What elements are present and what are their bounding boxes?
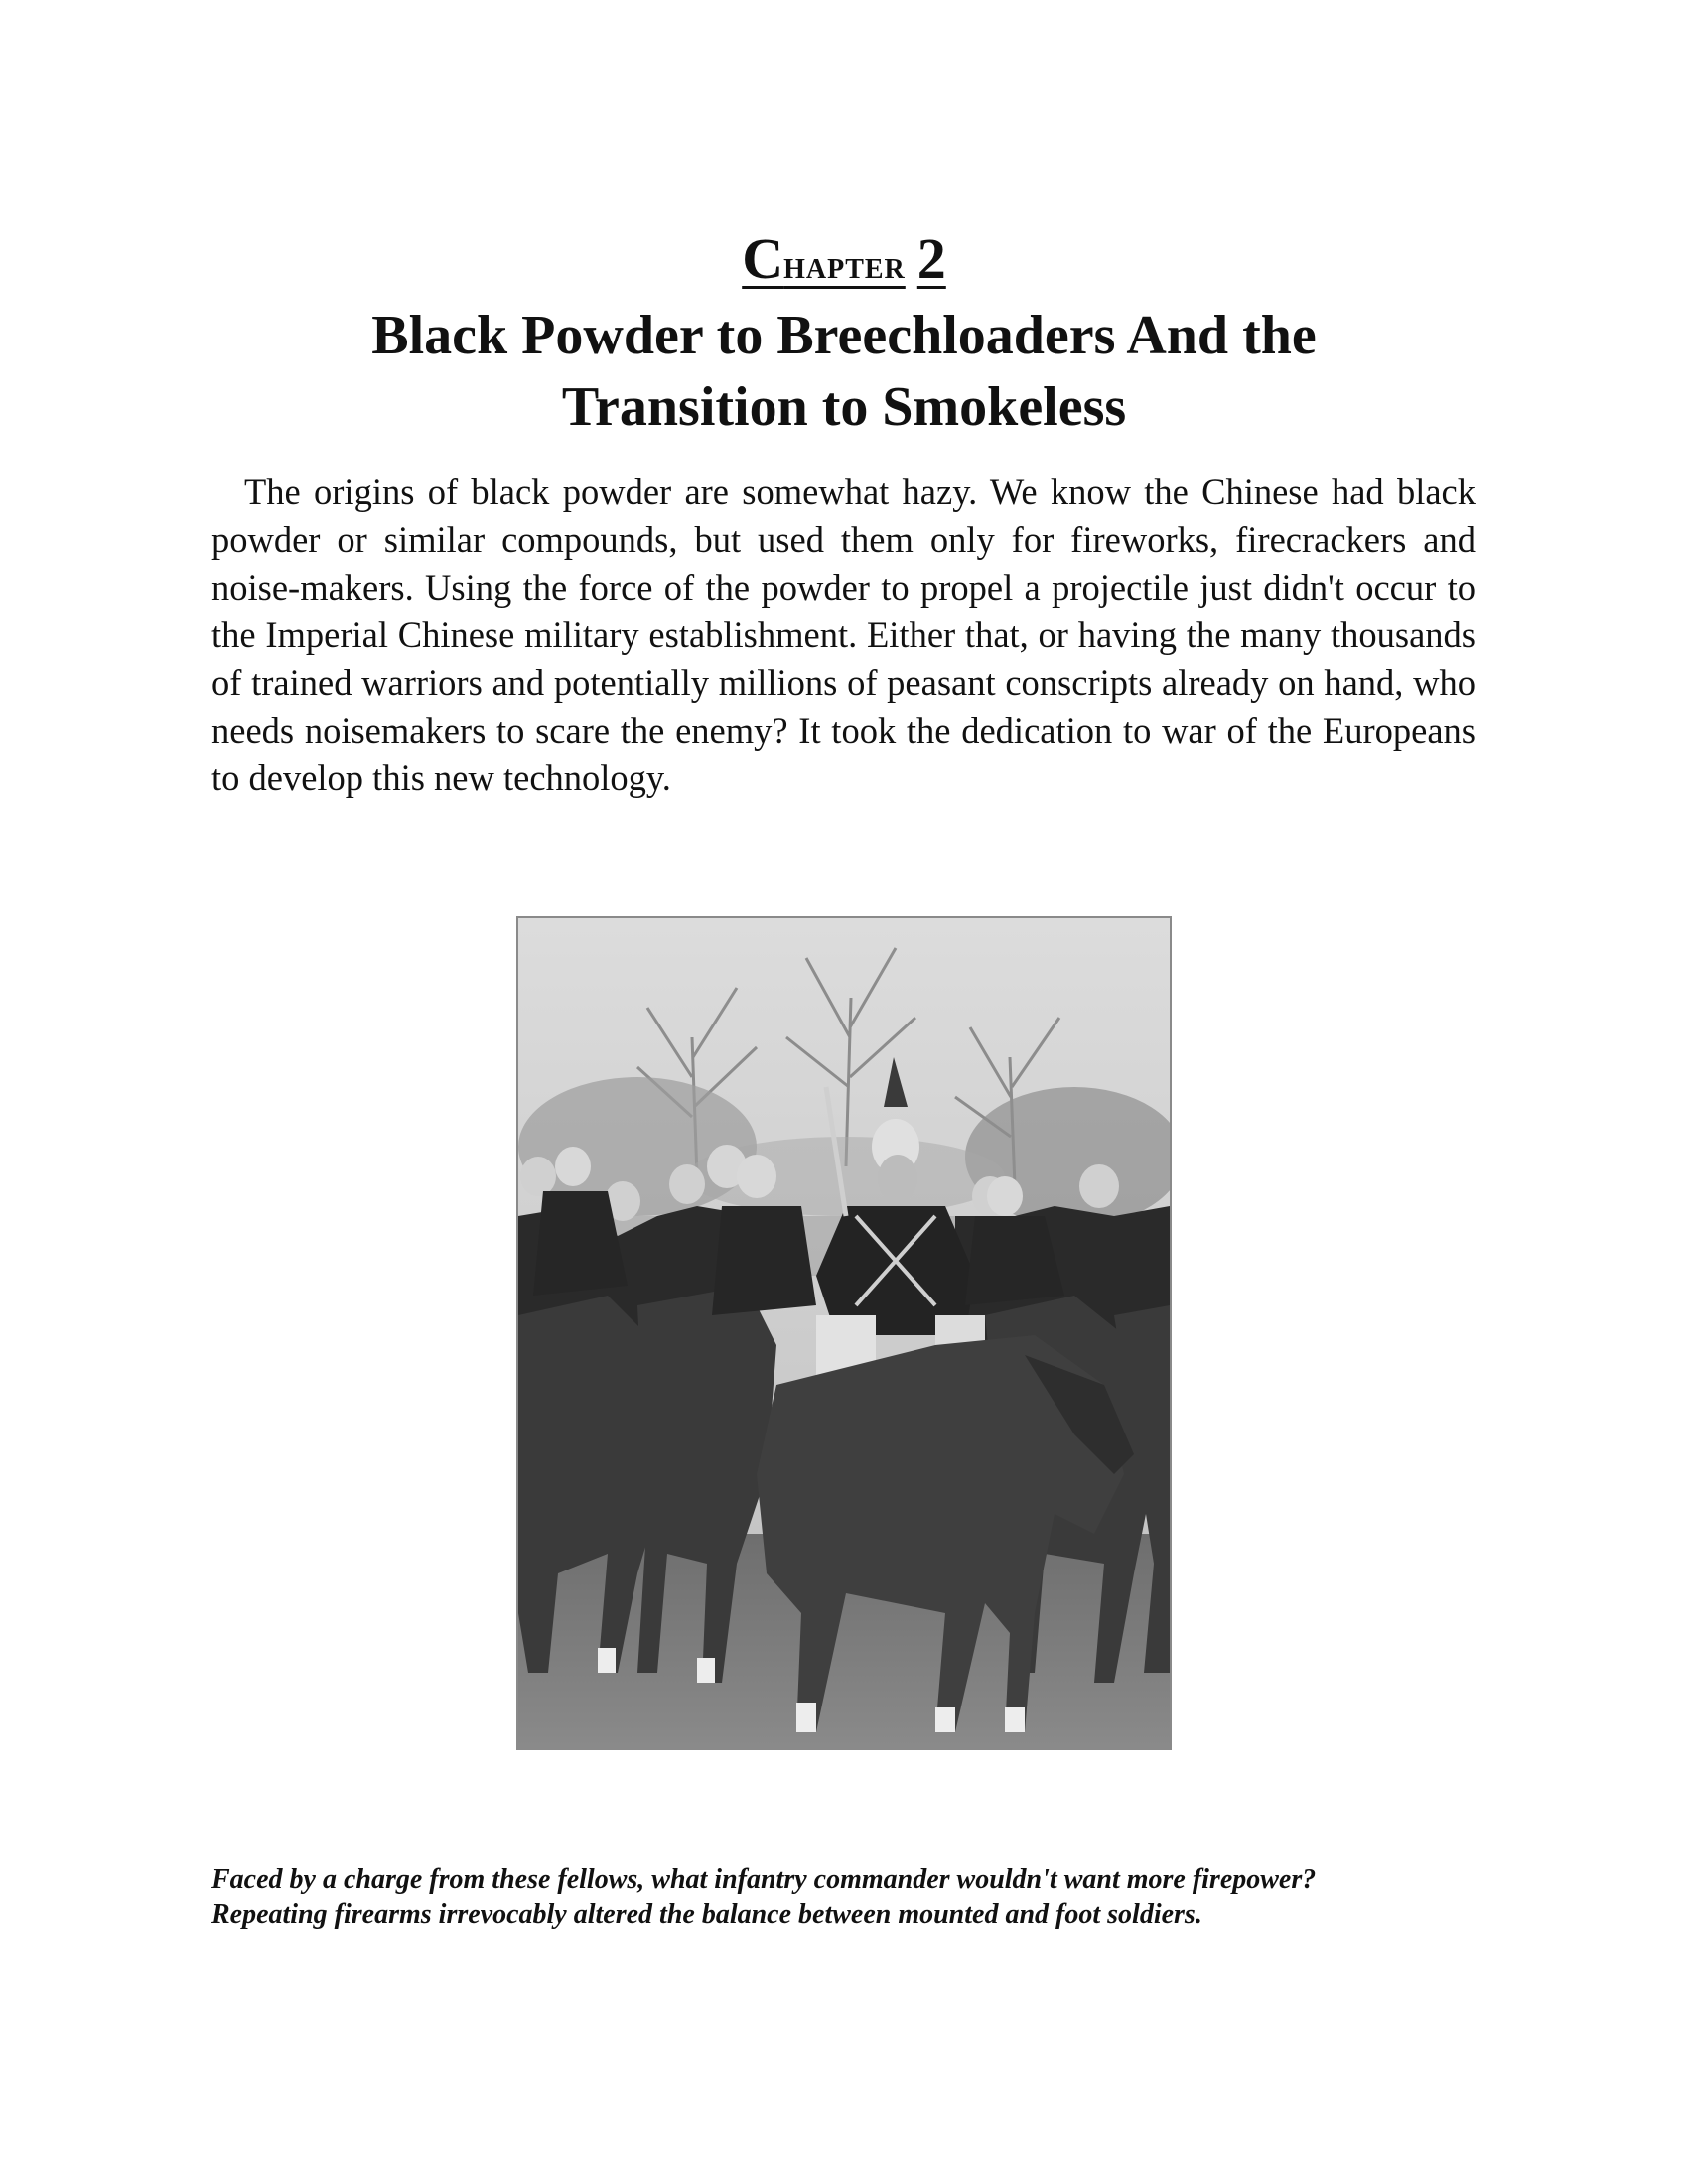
figure-caption-line-1: Faced by a charge from these fellows, what infantry commander wouldn't want more firepower? xyxy=(211,1864,1317,1895)
chapter-label-smallcaps: HAPTER xyxy=(783,254,906,285)
body-paragraph: The origins of black powder are somewhat hazy. We know the Chinese had black powder or similar compounds, but used them only for fireworks, firecrackers and noise-makers. Using the force of the powder to propel a projectile just didn't occur to the Imperial Chinese military establishment. Either that, or having the many thousands of trained warriors and potentially millions of peasant conscripts already on hand, who needs noisemakers to scare the enemy? It took the dedication to war of the Europeans to develop this new technology. xyxy=(211,472,1476,798)
chapter-label-initial: C xyxy=(742,226,784,291)
cavalry-photo xyxy=(516,916,1172,1750)
figure-caption-line-2: Repeating firearms irrevocably altered the balance between mounted and foot soldiers. xyxy=(211,1899,1202,1930)
figure-caption xyxy=(211,1862,1492,1932)
chapter-title-line-2: Transition to Smokeless xyxy=(561,376,1127,438)
chapter-title-line-1: Black Powder to Breechloaders And the xyxy=(371,305,1317,366)
chapter-label-underlined xyxy=(742,226,946,291)
chapter-title xyxy=(0,300,1688,443)
cavalry-photo-illustration xyxy=(518,918,1170,1748)
chapter-number: 2 xyxy=(916,226,946,291)
chapter-label xyxy=(0,226,1688,291)
